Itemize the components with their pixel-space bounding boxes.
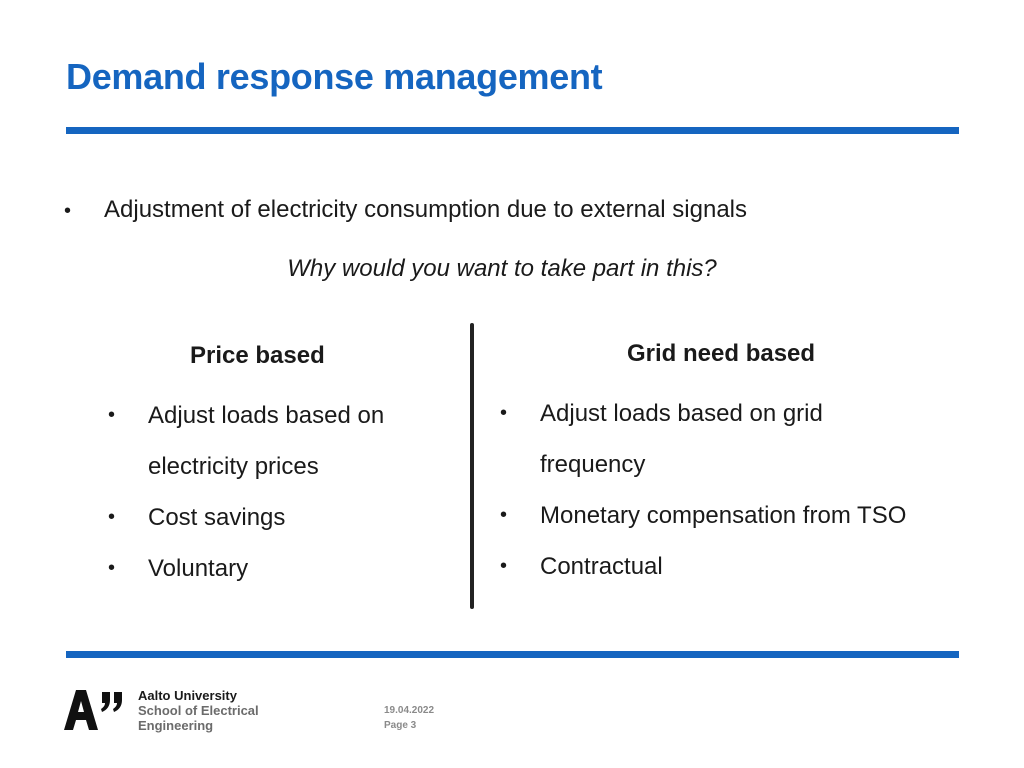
bullet-marker: •	[500, 402, 508, 424]
bullet-marker: •	[108, 506, 116, 528]
price-based-list	[108, 390, 453, 594]
footer-divider	[66, 651, 959, 658]
bullet-marker: •	[500, 504, 508, 526]
intro-bullet	[64, 196, 944, 226]
list-item: • Adjust loads based on electricity prices	[108, 390, 453, 492]
bullet-marker: •	[500, 555, 508, 577]
grid-need-heading: Grid need based	[627, 340, 816, 367]
school-name: School of Electrical Engineering	[138, 703, 259, 733]
list-item: • Contractual	[500, 541, 1000, 592]
slide-title: Demand response management	[66, 56, 603, 97]
grid-need-list	[500, 388, 1000, 592]
bullet-marker: •	[108, 404, 116, 426]
column-divider	[470, 323, 474, 609]
question-text: Why would you want to take part in this?	[287, 255, 717, 282]
slide-meta	[384, 703, 434, 733]
slide-date: 19.04.2022	[384, 705, 435, 716]
list-item: • Monetary compensation from TSO	[500, 490, 1000, 541]
bullet-marker: •	[108, 557, 116, 579]
bullet-marker: •	[64, 200, 72, 222]
list-item: • Adjust loads based on grid frequency	[500, 388, 1000, 490]
price-based-heading: Price based	[190, 342, 325, 369]
title-divider	[66, 127, 959, 134]
intro-text: Adjustment of electricity consumption due to external signals	[104, 196, 747, 223]
university-name: Aalto University School of Electrical Engineering	[138, 688, 278, 733]
list-item: • Cost savings	[108, 492, 453, 543]
page-number: Page 3	[384, 720, 417, 731]
aalto-logo-icon	[64, 690, 124, 730]
list-item: • Voluntary	[108, 543, 453, 594]
